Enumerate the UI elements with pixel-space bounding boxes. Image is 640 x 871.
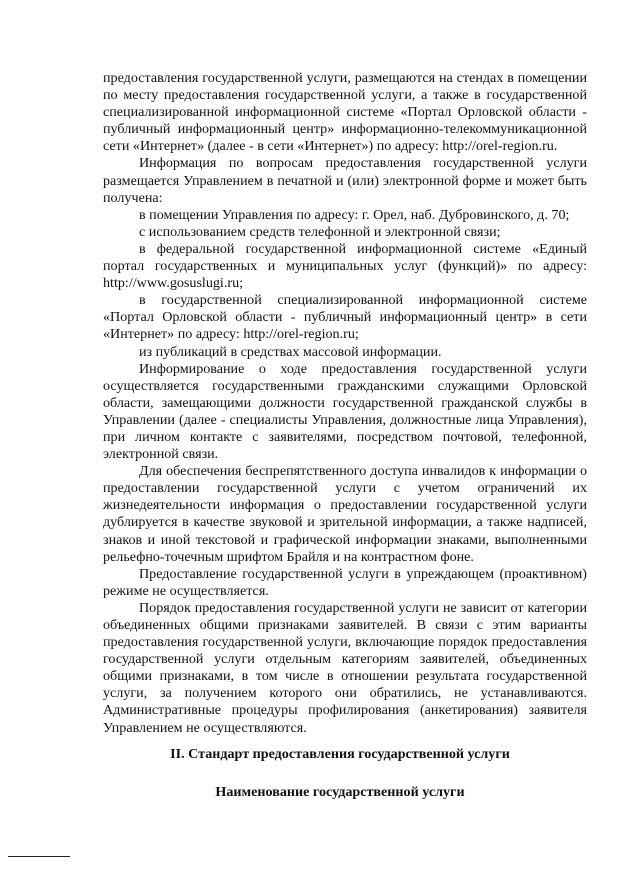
body-text [103, 70, 587, 737]
footnote-divider [8, 856, 70, 857]
paragraph-regional-portal: в государственной специализированной информационной системе «Портал Орловской области - публичный информационный центр» в сети «Интернет» по адресу: http://orel-region.ru; [103, 292, 587, 343]
paragraph-phone-email: с использованием средств телефонной и электронной связи; [139, 223, 501, 240]
paragraph-office-address: в помещении Управления по адресу: г. Орел, наб. Дубровинского, д. 70; [139, 206, 570, 223]
paragraph-stands-info: предоставления государственной услуги, размещаются на стендах в помещении по месту предоставления государственной услуги, а также в государственной специализированной информационной системе «Портал Орловской области - публичный информационный центр» информационно-телекоммуникационной сети «Интернет» (далее - в сети «Интернет») по адресу: http://orel-region.ru. [103, 70, 587, 155]
paragraph-service-variants: Порядок предоставления государственной услуги не зависит от категории объединенных общими признаками заявителей. В связи с этим варианты предоставления государственной услуги, включающие порядок предоставления государственной услуги отдельным категориям заявителей, объединенных общими признаками, в том числе в отношении результата государственной услуги, за получением которого они обратились, не устанавливаются. Административные процедуры профилирования (анкетирования) заявителя Управлением не осуществляются. [103, 599, 587, 736]
section-heading: II. Стандарт предоставления государственной услуги [170, 746, 510, 762]
paragraph-mass-media: из публикаций в средствах массовой информации. [139, 343, 442, 360]
paragraph-info-placement: Информация по вопросам предоставления государственной услуги размещается Управлением в печатной и (или) электронной форме и может быть получена: [103, 155, 587, 206]
paragraph-informing-progress: Информирование о ходе предоставления государственной услуги осуществляется государственными гражданскими служащими Орловской области, замещающими должности государственной гражданской службы в Управлении (далее - специалисты Управления, должностные лица Управления), при личном контакте с заявителями, посредством почтовой, телефонной, электронной связи. [103, 360, 587, 463]
paragraph-federal-portal: в федеральной государственной информационной системе «Единый портал государственных и муниципальных услуг (функций)» по адресу: http://www.gosuslugi.ru; [103, 240, 587, 292]
paragraph-accessibility: Для обеспечения беспрепятственного доступа инвалидов к информации о предоставлении государственной услуги с учетом ограничений их жизнедеятельности информация о предоставлении государственной услуги дублируется в качестве звуковой и зрительной информации, а также надписей, знаков и иной текстовой и графической информации знаками, выполненными рельефно-точечным шрифтом Брайля и на контрастном фоне. [103, 463, 587, 565]
paragraph-proactive-mode: Предоставление государственной услуги в упреждающем (проактивном) режиме не осуществляется. [103, 565, 587, 599]
subsection-heading: Наименование государственной услуги [215, 784, 465, 800]
